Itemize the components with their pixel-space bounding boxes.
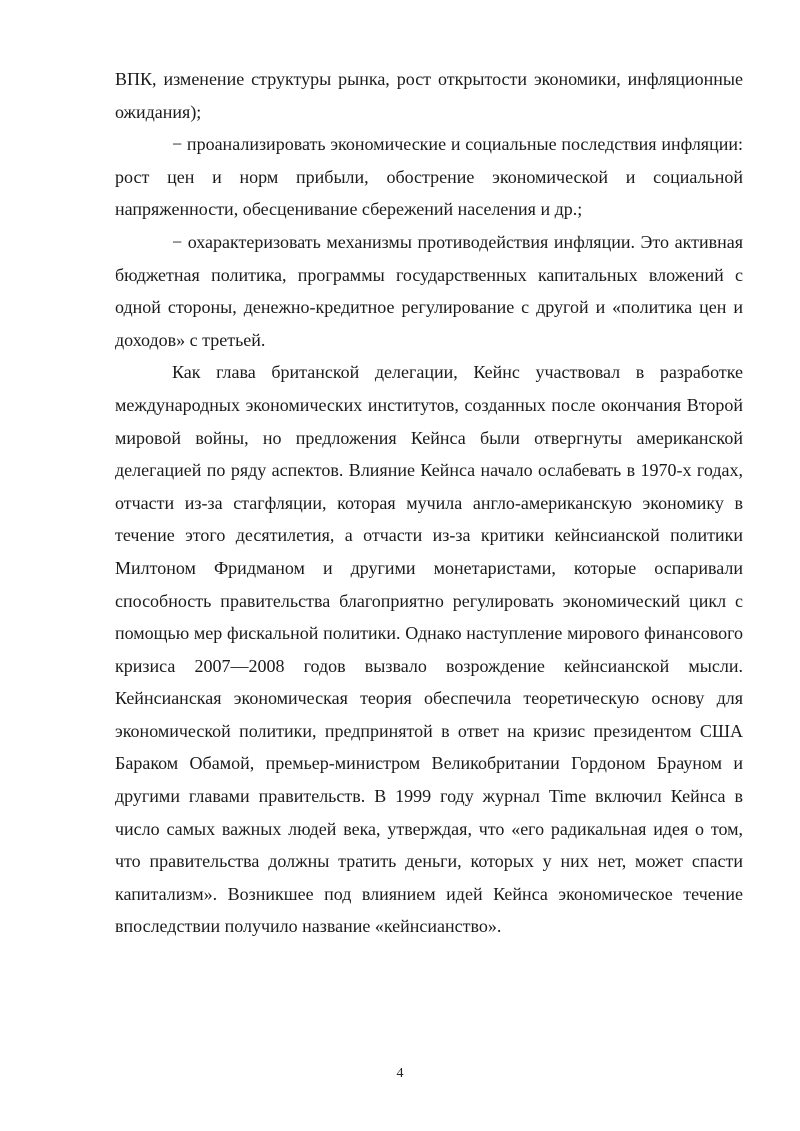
paragraph-list-item-mechanisms: − охарактеризовать механизмы противодействия инфляции. Это активная бюджетная политика, программы государственных капитальных вложений с одной стороны, денежно-кредитное регулирование с другой и «политика цен и доходов» с третьей. — [115, 231, 743, 350]
paragraph-keynes-influence: Как глава британской делегации, Кейнс участвовал в разработке международных экономических институтов, созданных после окончания Второй мировой войны, но предложения Кейнса были отвергнуты американской делегацией по ряду аспектов. Влияние Кейнса начало ослабевать в 1970-х годах, отчасти из-за стагфляции, которая мучила англо-американскую экономику в течение этого десятилетия, а отчасти из-за критики кейнсианской политики Милтоном Фридманом и другими монетаристами, которые оспаривали способность правительства благоприятно регулировать экономический цикл с помощью мер фискальной политики. Однако наступление мирового финансового кризиса 2007—2008 годов вызвало возрождение кейнсианской мысли. Кейнсианская экономическая теория обеспечила теоретическую основу для экономической политики, предпринятой в ответ на кризис президентом США Бараком Обамой, премьер-министром Великобритании Гордоном Брауном и другими главами правительств. В 1999 году журнал Time включил Кейнса в число самых важных людей века, утверждая, что «его радикальная идея о том, что правительства должны тратить деньги, которых у них нет, может спасти капитализм». Возникшее под влиянием идей Кейнса экономическое течение впоследствии получило название «кейнсианство». — [115, 362, 743, 937]
document-body — [115, 63, 743, 943]
paragraph-continuation: ВПК, изменение структуры рынка, рост открытости экономики, инфляционные ожидания); — [115, 69, 743, 122]
paragraph-list-item-consequences: − проанализировать экономические и социальные последствия инфляции: рост цен и норм прибыли, обострение экономической и социальной напряженности, обесценивание сбережений населения и др.; — [115, 134, 743, 220]
page-number: 4 — [396, 1066, 404, 1081]
